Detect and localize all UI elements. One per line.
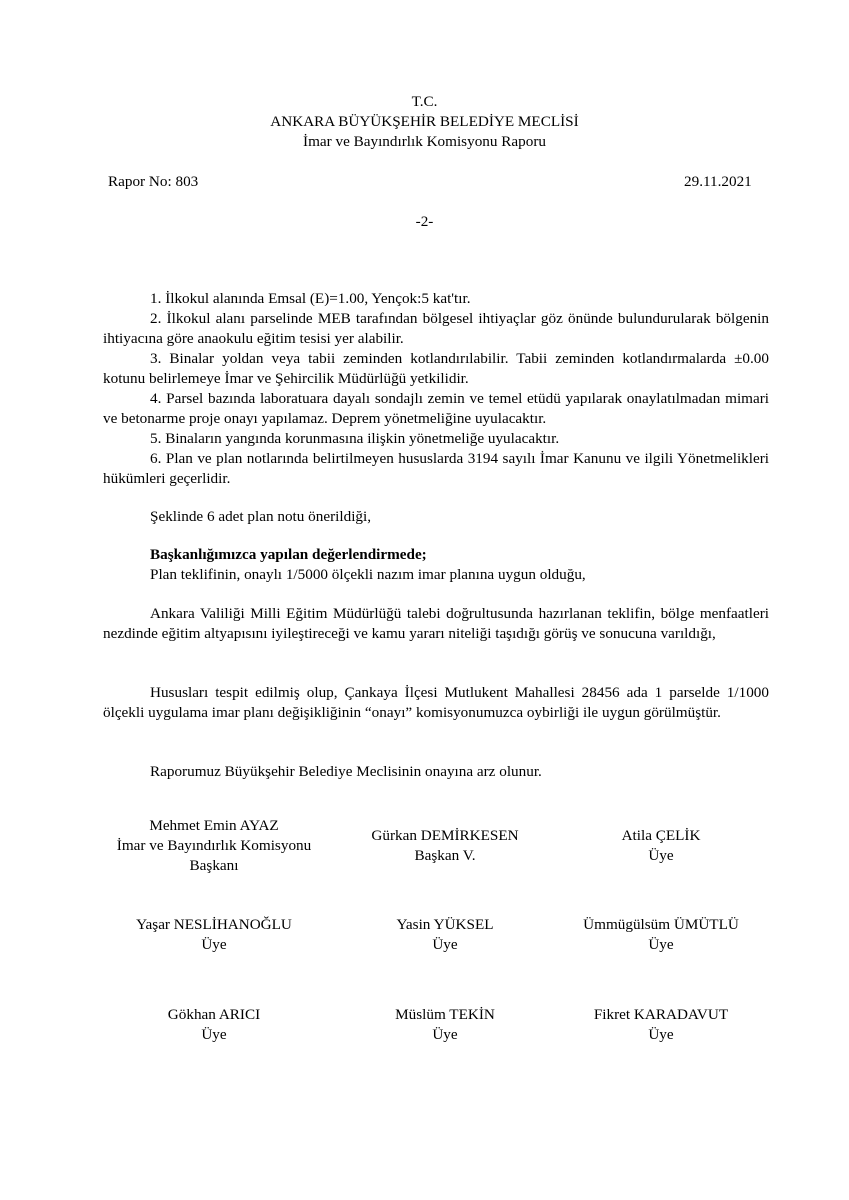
notes-summary: Şeklinde 6 adet plan notu önerildiği, — [150, 508, 372, 525]
signature-block — [320, 826, 570, 866]
report-date: 29.11.2021 — [684, 173, 752, 190]
signatory-name: Gökhan ARICI — [167, 1006, 261, 1023]
signatory-name: Ümmügülsüm ÜMÜTLÜ — [583, 916, 739, 933]
signatory-title: Üye — [432, 1026, 458, 1043]
plan-note: 1. İlkokul alanında Emsal (E)=1.00, Yençok:5 kat'tır. — [150, 290, 471, 307]
signatory-title: Üye — [648, 936, 674, 953]
page-number: -2- — [415, 213, 434, 230]
header-council: ANKARA BÜYÜKŞEHİR BELEDİYE MECLİSİ — [270, 113, 579, 130]
signatory-name: Atila ÇELİK — [621, 827, 701, 844]
signatory-title: Üye — [648, 847, 674, 864]
evaluation-paragraph: Plan teklifinin, onaylı 1/5000 ölçekli nazım imar planına uygun olduğu, — [150, 566, 586, 583]
signature-block — [89, 1005, 339, 1045]
signatory-title: Üye — [201, 936, 227, 953]
plan-note: 4. Parsel bazında laboratuara dayalı sondajlı zemin ve temel etüdü yapılarak onaylatılmadan mimari ve betonarme proje onayı yapılamaz. Deprem yönetmeliğine uyulacaktır. — [103, 390, 769, 427]
signature-block — [536, 1005, 786, 1045]
signatory-name: Müslüm TEKİN — [395, 1006, 495, 1023]
report-number: Rapor No: 803 — [108, 173, 199, 190]
signatory-name: Yasin YÜKSEL — [396, 916, 494, 933]
header-tc: T.C. — [411, 93, 438, 110]
signature-block — [320, 915, 570, 955]
plan-note: 5. Binaların yangında korunmasına ilişkin yönetmeliğe uyulacaktır. — [150, 430, 560, 447]
signatory-title: Üye — [648, 1026, 674, 1043]
signature-block — [320, 1005, 570, 1045]
evaluation-paragraph: Hususları tespit edilmiş olup, Çankaya İlçesi Mutlukent Mahallesi 28456 ada 1 parselde 1/1000 ölçekli uygulama imar planı değişikliğinin “onayı” komisyonumuzca oybirliği ile uygun görülmüştür. — [103, 684, 769, 721]
header-committee-report: İmar ve Bayındırlık Komisyonu Raporu — [303, 133, 546, 150]
signatory-name: Mehmet Emin AYAZ — [149, 817, 279, 834]
evaluation-heading-text: Başkanlığımızca yapılan değerlendirmede; — [150, 546, 427, 563]
signature-block — [89, 915, 339, 955]
plan-note: 6. Plan ve plan notlarında belirtilmeyen hususlarda 3194 sayılı İmar Kanunu ve ilgili Yönetmelikleri hükümleri geçerlidir. — [103, 450, 769, 487]
signatory-title: Başkan V. — [414, 847, 476, 864]
signature-block — [89, 816, 339, 876]
signatory-name: Fikret KARADAVUT — [593, 1006, 729, 1023]
signatory-name: Gürkan DEMİRKESEN — [371, 827, 519, 844]
plan-note: 2. İlkokul alanı parselinde MEB tarafından bölgesel ihtiyaçlar göz önünde bulundurularak bölgenin ihtiyacına göre anaokulu eğitim tesisi yer alabilir. — [103, 310, 769, 347]
signatory-title: Başkanı — [189, 857, 239, 874]
evaluation-paragraph: Ankara Valiliği Milli Eğitim Müdürlüğü talebi doğrultusunda hazırlanan teklifin, bölge menfaatleri nezdinde eğitim altyapısını iyileştireceği ve kamu yararı niteliği taşıdığı görüş ve sonucuna varıldığı, — [103, 605, 769, 642]
signatory-title: Üye — [201, 1026, 227, 1043]
closing-sentence: Raporumuz Büyükşehir Belediye Meclisinin onayına arz olunur. — [150, 763, 542, 780]
evaluation-heading — [103, 545, 769, 565]
plan-note: 3. Binalar yoldan veya tabii zeminden kotlandırılabilir. Tabii zeminden kotlandırmalarda ±0.00 kotunu belirlemeye İmar ve Şehircilik Müdürlüğü yetkilidir. — [103, 350, 769, 387]
signatory-name: Yaşar NESLİHANOĞLU — [136, 916, 292, 933]
signatory-title: Üye — [432, 936, 458, 953]
signature-block — [536, 915, 786, 955]
signatory-title: İmar ve Bayındırlık Komisyonu — [116, 837, 312, 854]
signature-block — [536, 826, 786, 866]
plan-notes — [103, 289, 769, 489]
